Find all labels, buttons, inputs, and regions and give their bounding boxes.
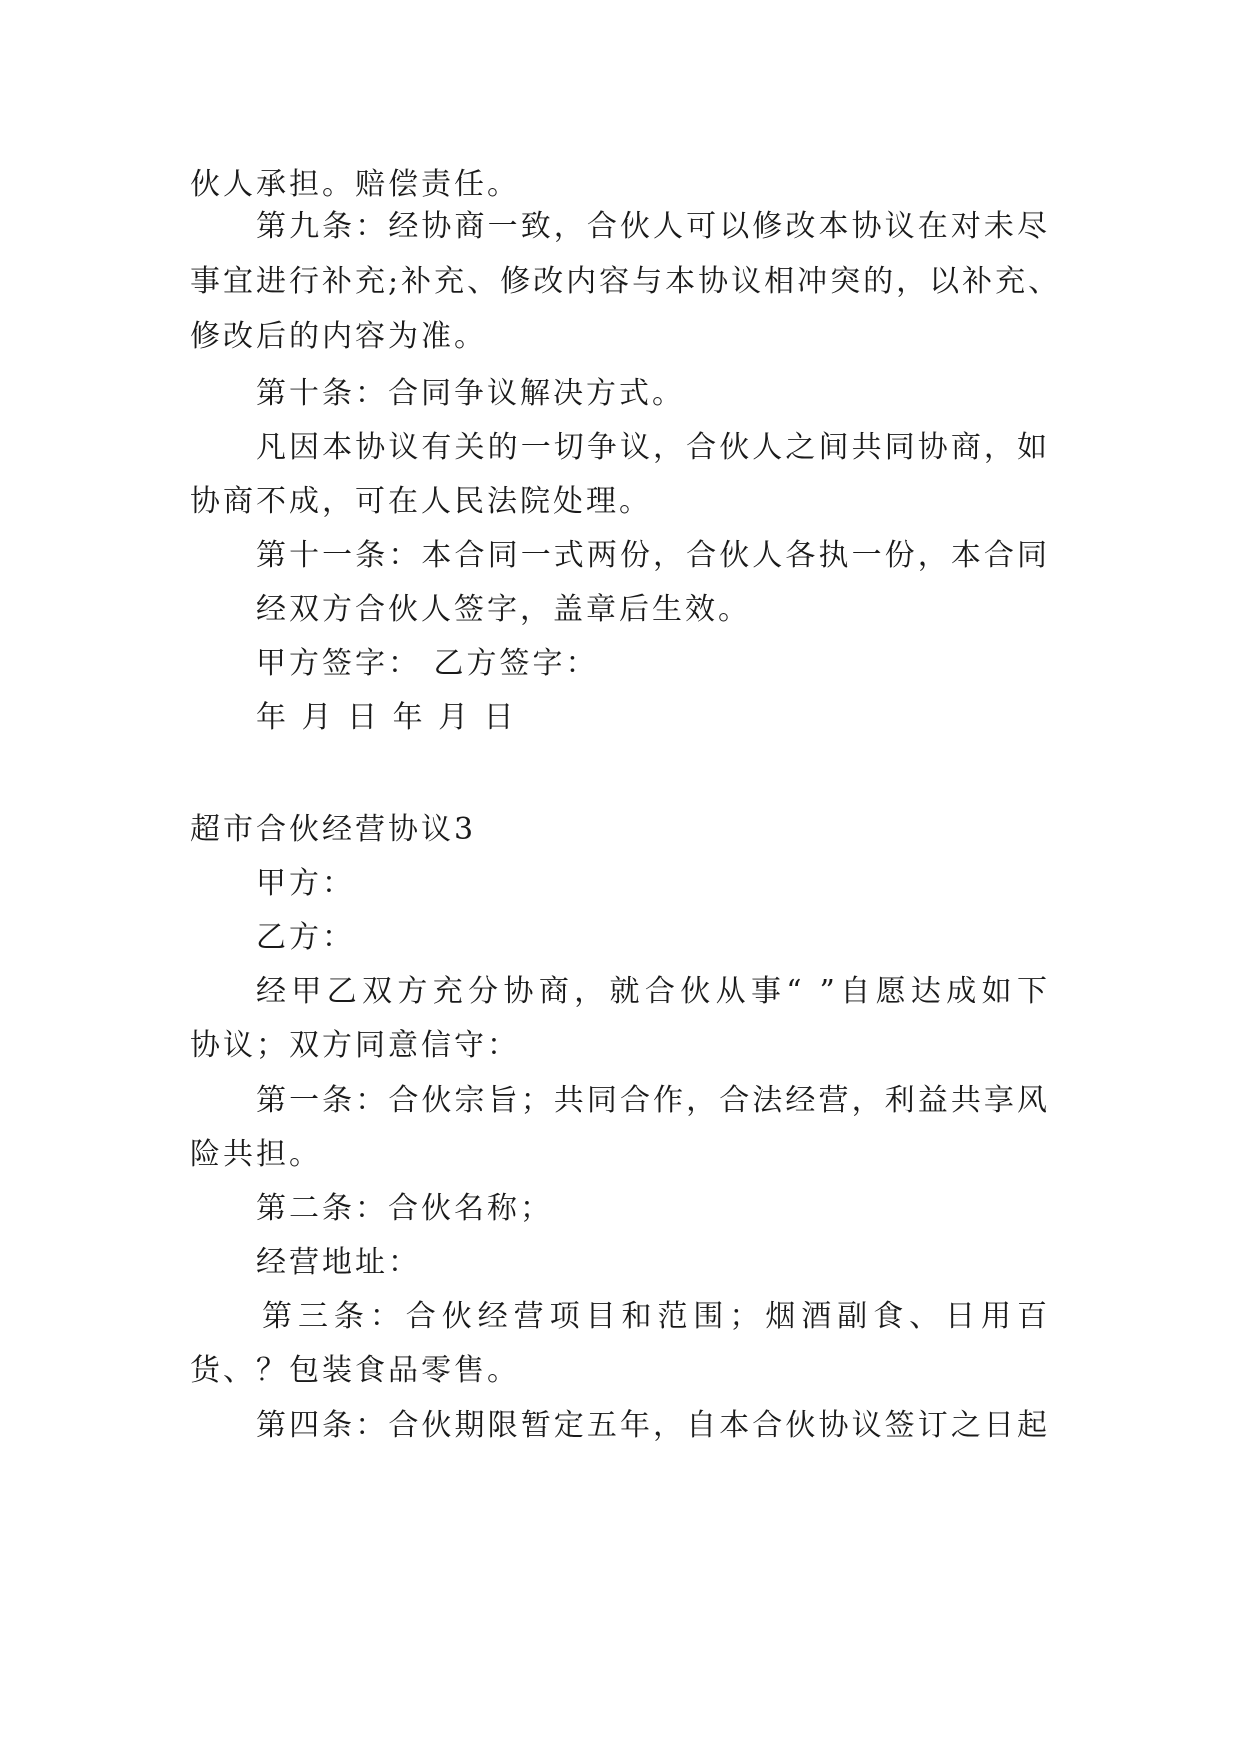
- article-10-heading: 第十条：合同争议解决方式。: [256, 376, 685, 411]
- article-1-line-1: 第一条：合伙宗旨；共同合作，合法经营，利益共享风: [256, 1083, 1050, 1118]
- article-3-line-1: 第三条：合伙经营项目和范围；烟酒副食、日用百: [262, 1299, 1050, 1334]
- article-11-line-2: 经双方合伙人签字，盖章后生效。: [256, 592, 751, 627]
- party-b-line: 乙方：: [256, 920, 355, 955]
- article-9-line-2: 事宜进行补充;补充、修改内容与本协议相冲突的，以补充、: [190, 264, 1062, 299]
- preamble-line-2: 协议；双方同意信守：: [190, 1028, 520, 1063]
- signature-line: 甲方签字： 乙方签字：: [256, 646, 599, 681]
- party-a-line: 甲方：: [256, 866, 355, 901]
- section-title: 超市合伙经营协议3: [190, 812, 477, 847]
- preamble-line-1: 经甲乙双方充分协商，就合伙从事“ ”自愿达成如下: [256, 974, 1050, 1009]
- article-2-heading: 第二条：合伙名称；: [256, 1191, 553, 1226]
- article-3-line-2: 货、？包装食品零售。: [190, 1353, 520, 1388]
- article-10-line-1: 凡因本协议有关的一切争议，合伙人之间共同协商，如: [256, 430, 1050, 465]
- article-11-line-1: 第十一条：本合同一式两份，合伙人各执一份，本合同: [256, 538, 1050, 573]
- article-9-line-1: 第九条：经协商一致，合伙人可以修改本协议在对未尽: [256, 209, 1050, 244]
- article-9-line-3: 修改后的内容为准。: [190, 319, 487, 354]
- article-10-line-2: 协商不成，可在人民法院处理。: [190, 484, 652, 519]
- article-4-line-1: 第四条：合伙期限暂定五年，自本合伙协议签订之日起: [256, 1408, 1050, 1443]
- article-1-line-2: 险共担。: [190, 1137, 322, 1172]
- address-line: 经营地址：: [256, 1245, 421, 1280]
- paragraph-line: 伙人承担。赔偿责任。: [190, 167, 520, 202]
- date-line: 年 月 日 年 月 日: [256, 700, 517, 735]
